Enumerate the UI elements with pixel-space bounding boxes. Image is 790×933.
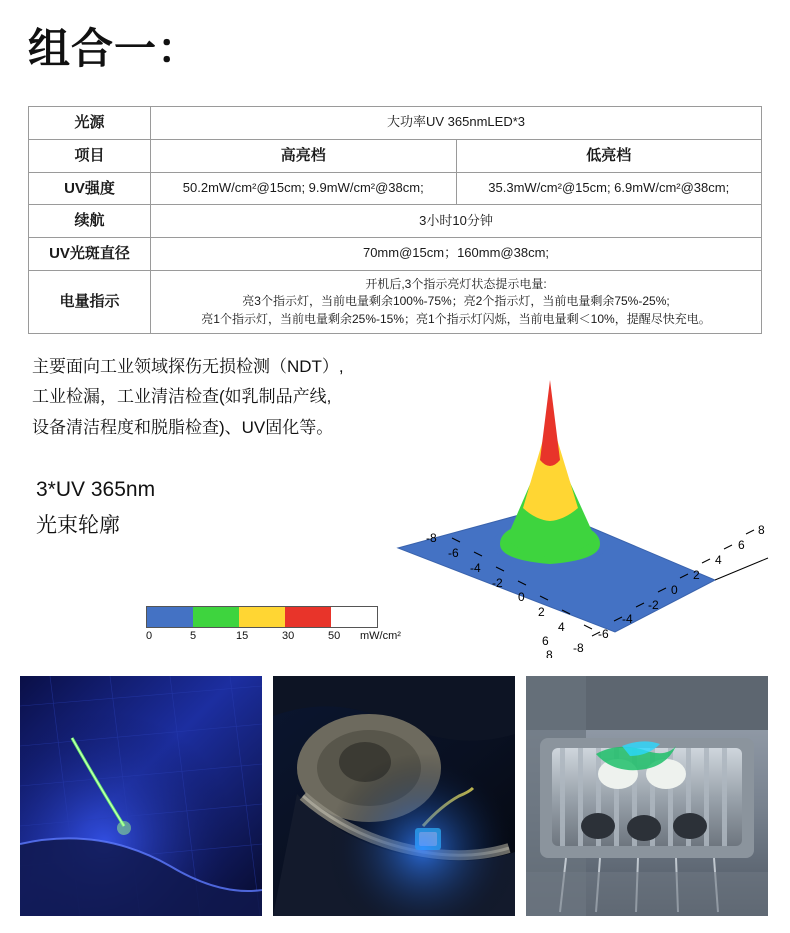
legend-tick-labels <box>146 630 402 646</box>
row-label-battery-indicator: 电量指示 <box>29 270 151 333</box>
svg-text:-2: -2 <box>492 576 503 590</box>
svg-text:-8: -8 <box>426 531 437 545</box>
battery-line-3: 亮1个指示灯，当前电量剩余25%-15%；亮1个指示灯闪烁，当前电量剩＜10%，提醒尽快充电。 <box>201 311 711 326</box>
svg-text:6: 6 <box>738 538 745 552</box>
surface-plot-svg <box>360 348 780 658</box>
svg-text:8: 8 <box>758 523 765 537</box>
photo-leak-detection-engine-part <box>273 676 515 916</box>
svg-text:4: 4 <box>715 553 722 567</box>
legend-swatch-blue <box>147 607 193 627</box>
beam-profile-label <box>36 472 155 543</box>
beam-profile-label-line-1: 3*UV 365nm <box>36 478 156 501</box>
legend-unit: mW/cm² <box>360 630 401 642</box>
beam-profile-label-line-2: 光束轮廓 <box>36 513 120 537</box>
svg-text:2: 2 <box>693 568 700 582</box>
svg-text:-4: -4 <box>622 612 633 626</box>
svg-text:-6: -6 <box>448 546 459 560</box>
table-row <box>29 238 762 271</box>
table-row <box>29 172 762 205</box>
legend-tick-1: 5 <box>190 630 197 642</box>
spec-table <box>28 106 762 334</box>
svg-text:2: 2 <box>538 605 545 619</box>
photo-dairy-line-cleaning-inspection <box>526 676 768 916</box>
description-line-3: 设备清洁程度和脱脂检查)、UV固化等。 <box>32 417 334 437</box>
legend-tick-4: 50 <box>328 630 341 642</box>
uv-intensity-high: 50.2mW/cm²@15cm; 9.9mW/cm²@38cm; <box>151 172 457 205</box>
application-description <box>32 352 344 443</box>
application-photo-strip <box>20 676 770 916</box>
legend-swatch-red <box>285 607 331 627</box>
row-value-light-source: 大功率UV 365nmLED*3 <box>151 107 762 140</box>
svg-text:-6: -6 <box>598 627 609 641</box>
legend-tick-3: 30 <box>282 630 295 642</box>
legend-swatch-green <box>193 607 239 627</box>
uv-intensity-low: 35.3mW/cm²@15cm; 6.9mW/cm²@38cm; <box>456 172 762 205</box>
column-header-high-mode: 高亮档 <box>151 139 457 172</box>
row-label-light-source: 光源 <box>29 107 151 140</box>
row-value-spot-diameter: 70mm@15cm；160mm@38cm; <box>151 238 762 271</box>
beam-profile-3d-chart <box>360 348 780 658</box>
description-line-2: 工业检漏，工业清洁检查(如乳制品产线, <box>32 387 332 407</box>
color-scale-legend <box>146 606 402 646</box>
photo-2-graphic <box>273 676 515 916</box>
svg-text:0: 0 <box>671 583 678 597</box>
svg-text:-2: -2 <box>648 598 659 612</box>
table-row <box>29 270 762 333</box>
battery-line-2: 亮3个指示灯，当前电量剩余100%-75%；亮2个指示灯，当前电量剩余75%-25%; <box>242 294 670 309</box>
battery-indicator-detail <box>151 270 762 333</box>
svg-text:-4: -4 <box>470 561 481 575</box>
row-value-runtime: 3小时10分钟 <box>151 205 762 238</box>
axis-right <box>715 558 768 580</box>
svg-text:0: 0 <box>518 590 525 604</box>
description-line-1: 主要面向工业领域探伤无损检测（NDT）, <box>32 357 344 376</box>
svg-text:-8: -8 <box>573 641 584 655</box>
table-row <box>29 139 762 172</box>
legend-tick-2: 15 <box>236 630 249 642</box>
column-header-low-mode: 低亮档 <box>456 139 762 172</box>
photo-3-graphic <box>526 676 768 916</box>
table-row <box>29 107 762 140</box>
row-label-uv-intensity: UV强度 <box>29 172 151 205</box>
svg-text:4: 4 <box>558 620 565 634</box>
legend-swatch-white <box>331 607 377 627</box>
battery-line-1: 开机后,3个指示亮灯状态提示电量: <box>365 276 547 291</box>
legend-swatch-yellow <box>239 607 285 627</box>
row-label-item: 项目 <box>29 139 151 172</box>
legend-tick-0: 0 <box>146 630 153 642</box>
row-label-runtime: 续航 <box>29 205 151 238</box>
peak-cone-red <box>540 380 560 466</box>
photo-fluorescent-crack-inspection <box>20 676 262 916</box>
page-title: 组合一： <box>28 25 201 72</box>
svg-text:6: 6 <box>542 634 549 648</box>
row-label-spot-diameter: UV光斑直径 <box>29 238 151 271</box>
photo-1-graphic <box>20 676 262 916</box>
svg-text:8: 8 <box>546 648 553 658</box>
legend-color-bar <box>146 606 378 628</box>
table-row <box>29 205 762 238</box>
